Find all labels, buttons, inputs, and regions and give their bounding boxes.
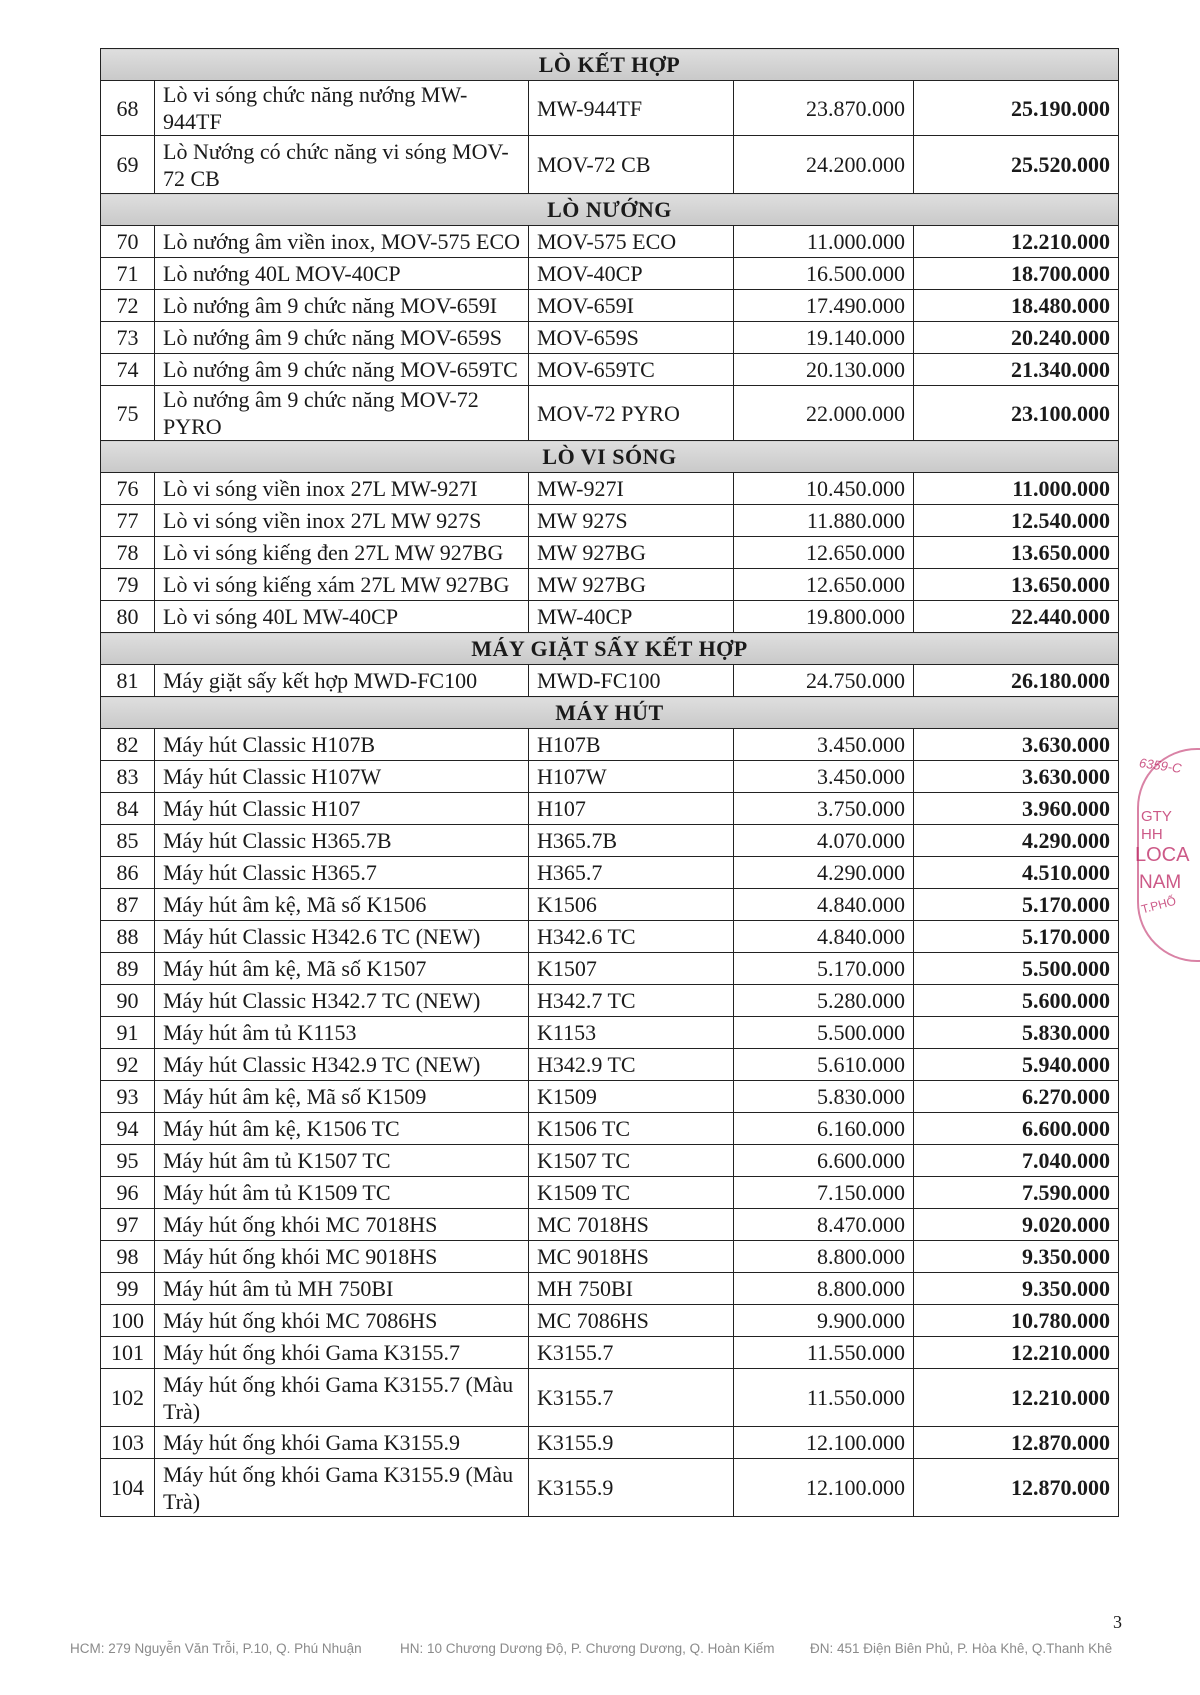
product-name: Máy hút ống khói MC 7018HS — [155, 1209, 529, 1241]
product-name: Lò vi sóng viền inox 27L MW-927I — [155, 473, 529, 505]
old-price: 10.450.000 — [734, 473, 914, 505]
new-price: 5.170.000 — [914, 921, 1119, 953]
new-price: 12.210.000 — [914, 226, 1119, 258]
new-price: 25.190.000 — [914, 81, 1119, 136]
table-row — [101, 537, 1119, 569]
product-name: Máy hút ống khói Gama K3155.9 — [155, 1427, 529, 1459]
row-number: 93 — [101, 1081, 155, 1113]
old-price: 8.470.000 — [734, 1209, 914, 1241]
old-price: 11.550.000 — [734, 1337, 914, 1369]
footer-hcm-address: HCM: 279 Nguyễn Văn Trỗi, P.10, Q. Phú Nhuận — [70, 1641, 362, 1656]
row-number: 69 — [101, 136, 155, 194]
old-price: 12.650.000 — [734, 569, 914, 601]
new-price: 5.830.000 — [914, 1017, 1119, 1049]
table-row — [101, 953, 1119, 985]
row-number: 90 — [101, 985, 155, 1017]
product-name: Lò nướng âm viền inox, MOV-575 ECO — [155, 226, 529, 258]
new-price: 26.180.000 — [914, 665, 1119, 697]
product-name: Máy hút ống khói Gama K3155.7 — [155, 1337, 529, 1369]
table-row — [101, 1017, 1119, 1049]
old-price: 19.800.000 — [734, 601, 914, 633]
row-number: 91 — [101, 1017, 155, 1049]
new-price: 3.630.000 — [914, 761, 1119, 793]
row-number: 71 — [101, 258, 155, 290]
product-code: MH 750BI — [529, 1273, 734, 1305]
company-stamp — [1137, 748, 1200, 948]
row-number: 89 — [101, 953, 155, 985]
new-price: 7.040.000 — [914, 1145, 1119, 1177]
row-number: 77 — [101, 505, 155, 537]
product-code: MOV-575 ECO — [529, 226, 734, 258]
product-code: K3155.7 — [529, 1369, 734, 1427]
old-price: 6.600.000 — [734, 1145, 914, 1177]
table-row — [101, 322, 1119, 354]
product-code: K1506 TC — [529, 1113, 734, 1145]
product-code: K3155.9 — [529, 1459, 734, 1517]
table-row — [101, 386, 1119, 441]
old-price: 5.500.000 — [734, 1017, 914, 1049]
product-code: H365.7B — [529, 825, 734, 857]
product-code: MW 927BG — [529, 569, 734, 601]
product-code: MC 9018HS — [529, 1241, 734, 1273]
row-number: 83 — [101, 761, 155, 793]
table-row — [101, 1081, 1119, 1113]
old-price: 4.840.000 — [734, 889, 914, 921]
product-code: H107W — [529, 761, 734, 793]
product-name: Máy hút Classic H365.7B — [155, 825, 529, 857]
new-price: 9.350.000 — [914, 1273, 1119, 1305]
new-price: 12.210.000 — [914, 1337, 1119, 1369]
new-price: 3.960.000 — [914, 793, 1119, 825]
old-price: 5.170.000 — [734, 953, 914, 985]
old-price: 12.650.000 — [734, 537, 914, 569]
product-code: K1153 — [529, 1017, 734, 1049]
table-row — [101, 81, 1119, 136]
new-price: 13.650.000 — [914, 537, 1119, 569]
row-number: 79 — [101, 569, 155, 601]
page-number: 3 — [1113, 1612, 1122, 1632]
row-number: 103 — [101, 1427, 155, 1459]
old-price: 3.450.000 — [734, 729, 914, 761]
product-name: Lò nướng âm 9 chức năng MOV-72 PYRO — [155, 386, 529, 441]
old-price: 12.100.000 — [734, 1459, 914, 1517]
row-number: 96 — [101, 1177, 155, 1209]
row-number: 72 — [101, 290, 155, 322]
product-code: K1506 — [529, 889, 734, 921]
table-row — [101, 921, 1119, 953]
old-price: 5.830.000 — [734, 1081, 914, 1113]
section-header-row — [101, 633, 1119, 665]
footer-hn-address: HN: 10 Chương Dương Độ, P. Chương Dương, Q. Hoàn Kiếm — [400, 1641, 775, 1656]
product-name: Lò nướng âm 9 chức năng MOV-659TC — [155, 354, 529, 386]
table-row — [101, 136, 1119, 194]
stamp-text-3: HH — [1141, 826, 1163, 843]
old-price: 24.750.000 — [734, 665, 914, 697]
table-row — [101, 1273, 1119, 1305]
product-code: K1507 — [529, 953, 734, 985]
product-code: MC 7086HS — [529, 1305, 734, 1337]
row-number: 99 — [101, 1273, 155, 1305]
new-price: 5.940.000 — [914, 1049, 1119, 1081]
product-code: H107 — [529, 793, 734, 825]
table-row — [101, 1427, 1119, 1459]
old-price: 20.130.000 — [734, 354, 914, 386]
product-name: Máy hút ống khói Gama K3155.9 (Màu Trà) — [155, 1459, 529, 1517]
row-number: 94 — [101, 1113, 155, 1145]
table-row — [101, 1177, 1119, 1209]
price-table — [100, 48, 1119, 1517]
table-row — [101, 1209, 1119, 1241]
new-price: 12.870.000 — [914, 1427, 1119, 1459]
row-number: 70 — [101, 226, 155, 258]
stamp-text-1: 6359-C — [1138, 755, 1183, 776]
new-price: 21.340.000 — [914, 354, 1119, 386]
old-price: 4.840.000 — [734, 921, 914, 953]
table-row — [101, 889, 1119, 921]
row-number: 87 — [101, 889, 155, 921]
product-name: Máy hút Classic H342.9 TC (NEW) — [155, 1049, 529, 1081]
table-row — [101, 1305, 1119, 1337]
product-name: Máy hút âm kệ, Mã số K1506 — [155, 889, 529, 921]
table-row — [101, 665, 1119, 697]
row-number: 92 — [101, 1049, 155, 1081]
product-name: Máy hút ống khói Gama K3155.7 (Màu Trà) — [155, 1369, 529, 1427]
table-row — [101, 1369, 1119, 1427]
table-row — [101, 1113, 1119, 1145]
product-name: Lò vi sóng 40L MW-40CP — [155, 601, 529, 633]
table-row — [101, 985, 1119, 1017]
product-name: Máy hút âm tủ MH 750BI — [155, 1273, 529, 1305]
old-price: 19.140.000 — [734, 322, 914, 354]
row-number: 80 — [101, 601, 155, 633]
table-row — [101, 761, 1119, 793]
old-price: 24.200.000 — [734, 136, 914, 194]
new-price: 4.510.000 — [914, 857, 1119, 889]
section-title: LÒ VI SÓNG — [101, 441, 1119, 473]
product-name: Máy hút âm tủ K1509 TC — [155, 1177, 529, 1209]
row-number: 74 — [101, 354, 155, 386]
product-name: Máy hút âm tủ K1507 TC — [155, 1145, 529, 1177]
stamp-text-6: T.PHỐ — [1139, 893, 1178, 917]
section-header-row — [101, 697, 1119, 729]
product-name: Máy hút Classic H365.7 — [155, 857, 529, 889]
product-code: H342.9 TC — [529, 1049, 734, 1081]
new-price: 5.600.000 — [914, 985, 1119, 1017]
old-price: 11.550.000 — [734, 1369, 914, 1427]
new-price: 20.240.000 — [914, 322, 1119, 354]
product-code: H342.6 TC — [529, 921, 734, 953]
old-price: 4.290.000 — [734, 857, 914, 889]
product-code: MOV-40CP — [529, 258, 734, 290]
new-price: 23.100.000 — [914, 386, 1119, 441]
table-row — [101, 258, 1119, 290]
product-code: MW 927S — [529, 505, 734, 537]
table-row — [101, 825, 1119, 857]
row-number: 84 — [101, 793, 155, 825]
new-price: 3.630.000 — [914, 729, 1119, 761]
table-body — [101, 49, 1119, 1517]
row-number: 81 — [101, 665, 155, 697]
stamp-text-4: LOCA — [1135, 844, 1190, 866]
row-number: 76 — [101, 473, 155, 505]
old-price: 8.800.000 — [734, 1241, 914, 1273]
row-number: 88 — [101, 921, 155, 953]
new-price: 12.870.000 — [914, 1459, 1119, 1517]
new-price: 12.540.000 — [914, 505, 1119, 537]
new-price: 9.020.000 — [914, 1209, 1119, 1241]
product-code: MOV-72 PYRO — [529, 386, 734, 441]
new-price: 10.780.000 — [914, 1305, 1119, 1337]
new-price: 7.590.000 — [914, 1177, 1119, 1209]
new-price: 6.270.000 — [914, 1081, 1119, 1113]
row-number: 102 — [101, 1369, 155, 1427]
new-price: 18.700.000 — [914, 258, 1119, 290]
product-code: K3155.7 — [529, 1337, 734, 1369]
row-number: 75 — [101, 386, 155, 441]
section-header-row — [101, 49, 1119, 81]
stamp-text-2: GTY — [1141, 808, 1172, 825]
product-code: K3155.9 — [529, 1427, 734, 1459]
product-name: Lò vi sóng chức năng nướng MW-944TF — [155, 81, 529, 136]
footer-dn-address: ĐN: 451 Điện Biên Phủ, P. Hòa Khê, Q.Thanh Khê — [810, 1641, 1113, 1656]
product-code: MW-944TF — [529, 81, 734, 136]
section-title: MÁY HÚT — [101, 697, 1119, 729]
product-name: Máy hút Classic H107 — [155, 793, 529, 825]
row-number: 73 — [101, 322, 155, 354]
product-code: MOV-659I — [529, 290, 734, 322]
row-number: 100 — [101, 1305, 155, 1337]
product-name: Máy hút âm kệ, Mã số K1507 — [155, 953, 529, 985]
product-code: MW-927I — [529, 473, 734, 505]
section-title: LÒ NƯỚNG — [101, 194, 1119, 226]
row-number: 97 — [101, 1209, 155, 1241]
old-price: 12.100.000 — [734, 1427, 914, 1459]
product-code: MW 927BG — [529, 537, 734, 569]
row-number: 104 — [101, 1459, 155, 1517]
product-name: Máy hút Classic H107B — [155, 729, 529, 761]
new-price: 13.650.000 — [914, 569, 1119, 601]
table-row — [101, 1459, 1119, 1517]
product-name: Lò nướng âm 9 chức năng MOV-659I — [155, 290, 529, 322]
table-row — [101, 473, 1119, 505]
table-row — [101, 1241, 1119, 1273]
old-price: 23.870.000 — [734, 81, 914, 136]
table-row — [101, 793, 1119, 825]
row-number: 101 — [101, 1337, 155, 1369]
row-number: 95 — [101, 1145, 155, 1177]
row-number: 68 — [101, 81, 155, 136]
old-price: 4.070.000 — [734, 825, 914, 857]
product-code: MOV-72 CB — [529, 136, 734, 194]
product-code: MOV-659S — [529, 322, 734, 354]
product-name: Lò Nướng có chức năng vi sóng MOV-72 CB — [155, 136, 529, 194]
product-name: Lò vi sóng kiếng xám 27L MW 927BG — [155, 569, 529, 601]
product-name: Máy giặt sấy kết hợp MWD-FC100 — [155, 665, 529, 697]
section-header-row — [101, 441, 1119, 473]
product-name: Máy hút Classic H342.7 TC (NEW) — [155, 985, 529, 1017]
product-name: Máy hút ống khói MC 9018HS — [155, 1241, 529, 1273]
product-code: MC 7018HS — [529, 1209, 734, 1241]
table-row — [101, 729, 1119, 761]
product-code: K1509 TC — [529, 1177, 734, 1209]
table-row — [101, 290, 1119, 322]
section-title: LÒ KẾT HỢP — [101, 49, 1119, 81]
stamp-text-5: NAM — [1139, 872, 1182, 893]
row-number: 82 — [101, 729, 155, 761]
old-price: 17.490.000 — [734, 290, 914, 322]
product-code: MOV-659TC — [529, 354, 734, 386]
row-number: 85 — [101, 825, 155, 857]
table-row — [101, 569, 1119, 601]
product-name: Máy hút ống khói MC 7086HS — [155, 1305, 529, 1337]
old-price: 8.800.000 — [734, 1273, 914, 1305]
new-price: 5.170.000 — [914, 889, 1119, 921]
product-code: K1507 TC — [529, 1145, 734, 1177]
new-price: 9.350.000 — [914, 1241, 1119, 1273]
new-price: 11.000.000 — [914, 473, 1119, 505]
product-code: K1509 — [529, 1081, 734, 1113]
product-name: Máy hút âm kệ, Mã số K1509 — [155, 1081, 529, 1113]
product-name: Lò nướng 40L MOV-40CP — [155, 258, 529, 290]
product-name: Máy hút Classic H107W — [155, 761, 529, 793]
product-name: Lò vi sóng viền inox 27L MW 927S — [155, 505, 529, 537]
product-name: Máy hút Classic H342.6 TC (NEW) — [155, 921, 529, 953]
new-price: 4.290.000 — [914, 825, 1119, 857]
product-code: H365.7 — [529, 857, 734, 889]
row-number: 78 — [101, 537, 155, 569]
new-price: 22.440.000 — [914, 601, 1119, 633]
product-name: Máy hút âm tủ K1153 — [155, 1017, 529, 1049]
product-code: MW-40CP — [529, 601, 734, 633]
new-price: 5.500.000 — [914, 953, 1119, 985]
table-row — [101, 857, 1119, 889]
product-name: Lò nướng âm 9 chức năng MOV-659S — [155, 322, 529, 354]
new-price: 25.520.000 — [914, 136, 1119, 194]
row-number: 98 — [101, 1241, 155, 1273]
old-price: 16.500.000 — [734, 258, 914, 290]
table-row — [101, 1145, 1119, 1177]
product-name: Lò vi sóng kiếng đen 27L MW 927BG — [155, 537, 529, 569]
product-code: H107B — [529, 729, 734, 761]
product-name: Máy hút âm kệ, K1506 TC — [155, 1113, 529, 1145]
old-price: 3.750.000 — [734, 793, 914, 825]
old-price: 6.160.000 — [734, 1113, 914, 1145]
old-price: 3.450.000 — [734, 761, 914, 793]
product-code: H342.7 TC — [529, 985, 734, 1017]
table-row — [101, 601, 1119, 633]
old-price: 7.150.000 — [734, 1177, 914, 1209]
section-title: MÁY GIẶT SẤY KẾT HỢP — [101, 633, 1119, 665]
old-price: 5.610.000 — [734, 1049, 914, 1081]
old-price: 11.000.000 — [734, 226, 914, 258]
table-row — [101, 505, 1119, 537]
product-code: MWD-FC100 — [529, 665, 734, 697]
new-price: 6.600.000 — [914, 1113, 1119, 1145]
table-row — [101, 226, 1119, 258]
old-price: 11.880.000 — [734, 505, 914, 537]
old-price: 22.000.000 — [734, 386, 914, 441]
new-price: 12.210.000 — [914, 1369, 1119, 1427]
table-row — [101, 1337, 1119, 1369]
table-row — [101, 1049, 1119, 1081]
new-price: 18.480.000 — [914, 290, 1119, 322]
row-number: 86 — [101, 857, 155, 889]
old-price: 5.280.000 — [734, 985, 914, 1017]
table-row — [101, 354, 1119, 386]
section-header-row — [101, 194, 1119, 226]
old-price: 9.900.000 — [734, 1305, 914, 1337]
